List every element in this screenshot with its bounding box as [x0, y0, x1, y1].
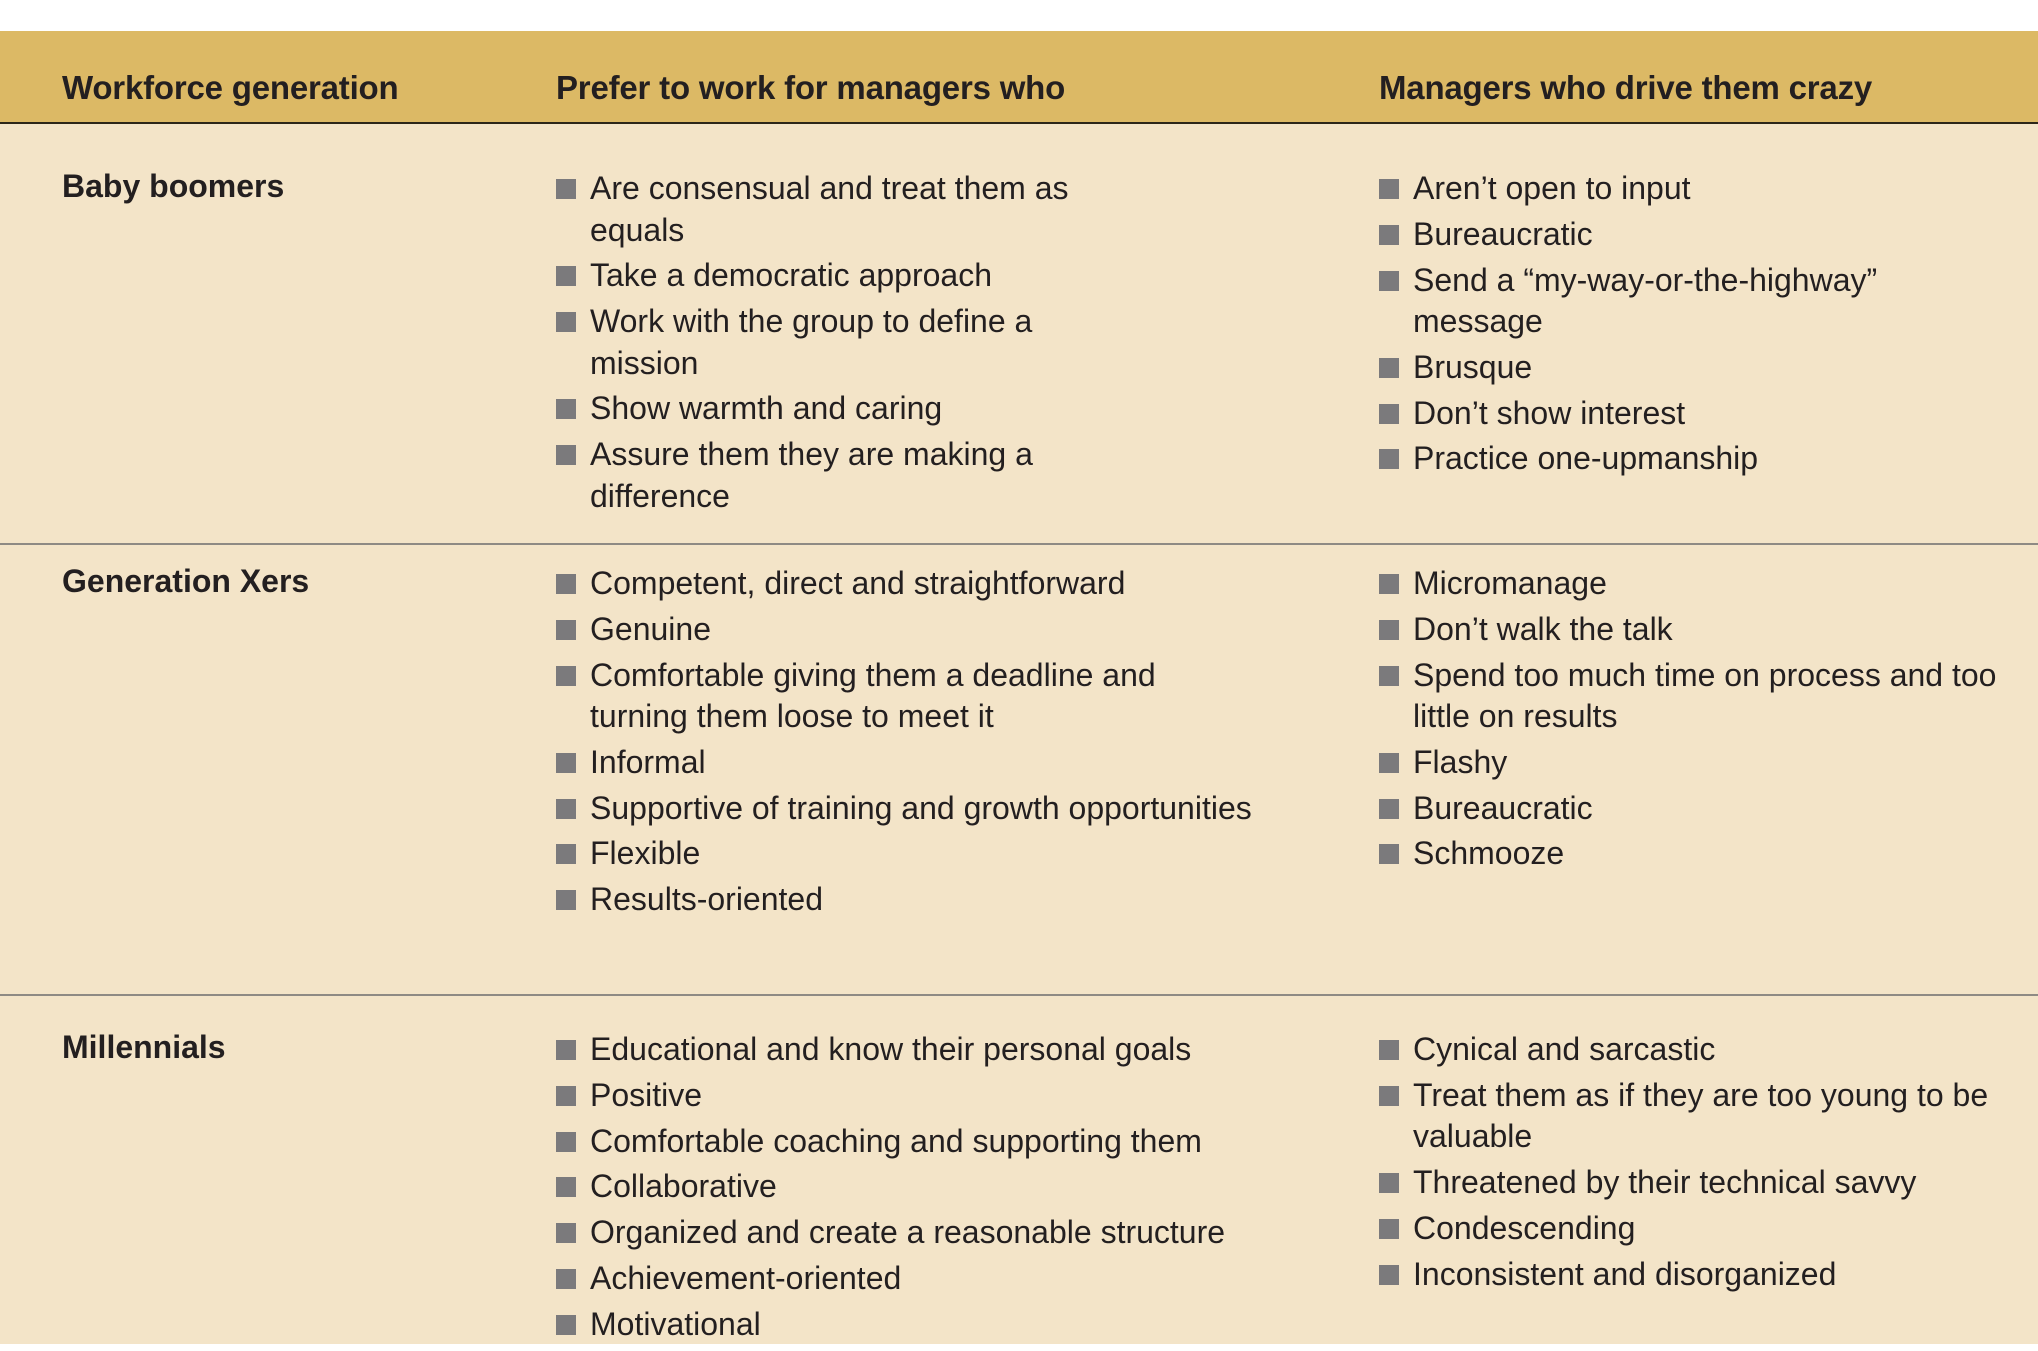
list-item: Brusque	[1379, 347, 1959, 389]
list-item: Flashy	[1379, 742, 2019, 784]
list-item: Condescending	[1379, 1208, 2019, 1250]
square-bullet-icon	[1379, 225, 1399, 245]
list-item: Show warmth and caring	[556, 388, 1116, 430]
list-item: Are consensual and treat them as equals	[556, 168, 1116, 251]
list-item: Achievement-oriented	[556, 1258, 1336, 1300]
list-item: Bureaucratic	[1379, 788, 2019, 830]
list-item: Cynical and sarcastic	[1379, 1029, 2019, 1071]
table-header	[0, 31, 2038, 124]
list-item: Inconsistent and disorganized	[1379, 1254, 2019, 1296]
list-item: Schmooze	[1379, 833, 2019, 875]
square-bullet-icon	[1379, 574, 1399, 594]
list-item: Comfortable giving them a deadline and turning them loose to meet it	[556, 655, 1256, 738]
list-item: Don’t walk the talk	[1379, 609, 2019, 651]
square-bullet-icon	[1379, 271, 1399, 291]
generation-label: Baby boomers	[62, 168, 285, 204]
square-bullet-icon	[556, 312, 576, 332]
list-item: Aren’t open to input	[1379, 168, 1959, 210]
header-managers-drive-crazy: Managers who drive them crazy	[1379, 69, 1873, 106]
header-workforce-generation: Workforce generation	[62, 69, 399, 106]
square-bullet-icon	[556, 753, 576, 773]
square-bullet-icon	[1379, 449, 1399, 469]
square-bullet-icon	[1379, 844, 1399, 864]
generations-table	[0, 31, 2038, 1344]
prefer-list	[556, 1029, 1336, 1350]
list-item: Work with the group to define a mission	[556, 301, 1116, 384]
square-bullet-icon	[556, 1040, 576, 1060]
list-item: Take a democratic approach	[556, 255, 1116, 297]
square-bullet-icon	[1379, 1265, 1399, 1285]
table-row-generation-xers	[0, 545, 2038, 996]
square-bullet-icon	[556, 844, 576, 864]
list-item: Assure them they are making a difference	[556, 434, 1116, 517]
list-item: Supportive of training and growth opportunities	[556, 788, 1256, 830]
header-prefer-managers: Prefer to work for managers who	[556, 69, 1066, 106]
list-item: Threatened by their technical savvy	[1379, 1162, 2019, 1204]
square-bullet-icon	[556, 445, 576, 465]
square-bullet-icon	[556, 1269, 576, 1289]
table-row-millennials	[0, 996, 2038, 1344]
list-item: Flexible	[556, 833, 1256, 875]
prefer-list	[556, 168, 1116, 521]
square-bullet-icon	[556, 890, 576, 910]
list-item: Practice one-upmanship	[1379, 438, 1959, 480]
square-bullet-icon	[556, 1315, 576, 1335]
list-item: Treat them as if they are too young to be valuable	[1379, 1075, 2019, 1158]
list-item: Educational and know their personal goals	[556, 1029, 1336, 1071]
square-bullet-icon	[1379, 1219, 1399, 1239]
list-item: Collaborative	[556, 1166, 1336, 1208]
square-bullet-icon	[1379, 179, 1399, 199]
generation-label: Generation Xers	[62, 563, 310, 599]
prefer-list	[556, 563, 1256, 925]
square-bullet-icon	[556, 620, 576, 640]
square-bullet-icon	[1379, 358, 1399, 378]
list-item: Don’t show interest	[1379, 393, 1959, 435]
list-item: Informal	[556, 742, 1256, 784]
square-bullet-icon	[1379, 753, 1399, 773]
square-bullet-icon	[556, 574, 576, 594]
list-item: Spend too much time on process and too little on results	[1379, 655, 2019, 738]
square-bullet-icon	[556, 399, 576, 419]
square-bullet-icon	[1379, 404, 1399, 424]
list-item: Positive	[556, 1075, 1336, 1117]
square-bullet-icon	[556, 1086, 576, 1106]
square-bullet-icon	[556, 799, 576, 819]
generation-label: Millennials	[62, 1029, 226, 1065]
square-bullet-icon	[1379, 1086, 1399, 1106]
list-item: Organized and create a reasonable structure	[556, 1212, 1336, 1254]
crazy-list	[1379, 563, 2019, 879]
square-bullet-icon	[556, 266, 576, 286]
square-bullet-icon	[556, 179, 576, 199]
square-bullet-icon	[1379, 666, 1399, 686]
list-item: Results-oriented	[556, 879, 1256, 921]
square-bullet-icon	[556, 666, 576, 686]
crazy-list	[1379, 168, 1959, 484]
crazy-list	[1379, 1029, 2019, 1299]
list-item: Motivational	[556, 1304, 1336, 1346]
square-bullet-icon	[556, 1177, 576, 1197]
square-bullet-icon	[1379, 799, 1399, 819]
list-item: Send a “my-way-or-the-highway” message	[1379, 260, 1959, 343]
list-item: Comfortable coaching and supporting them	[556, 1121, 1336, 1163]
square-bullet-icon	[1379, 620, 1399, 640]
table-row-baby-boomers	[0, 124, 2038, 545]
square-bullet-icon	[1379, 1040, 1399, 1060]
list-item: Bureaucratic	[1379, 214, 1959, 256]
square-bullet-icon	[556, 1223, 576, 1243]
list-item: Micromanage	[1379, 563, 2019, 605]
square-bullet-icon	[1379, 1173, 1399, 1193]
square-bullet-icon	[556, 1132, 576, 1152]
list-item: Competent, direct and straightforward	[556, 563, 1256, 605]
list-item: Genuine	[556, 609, 1256, 651]
